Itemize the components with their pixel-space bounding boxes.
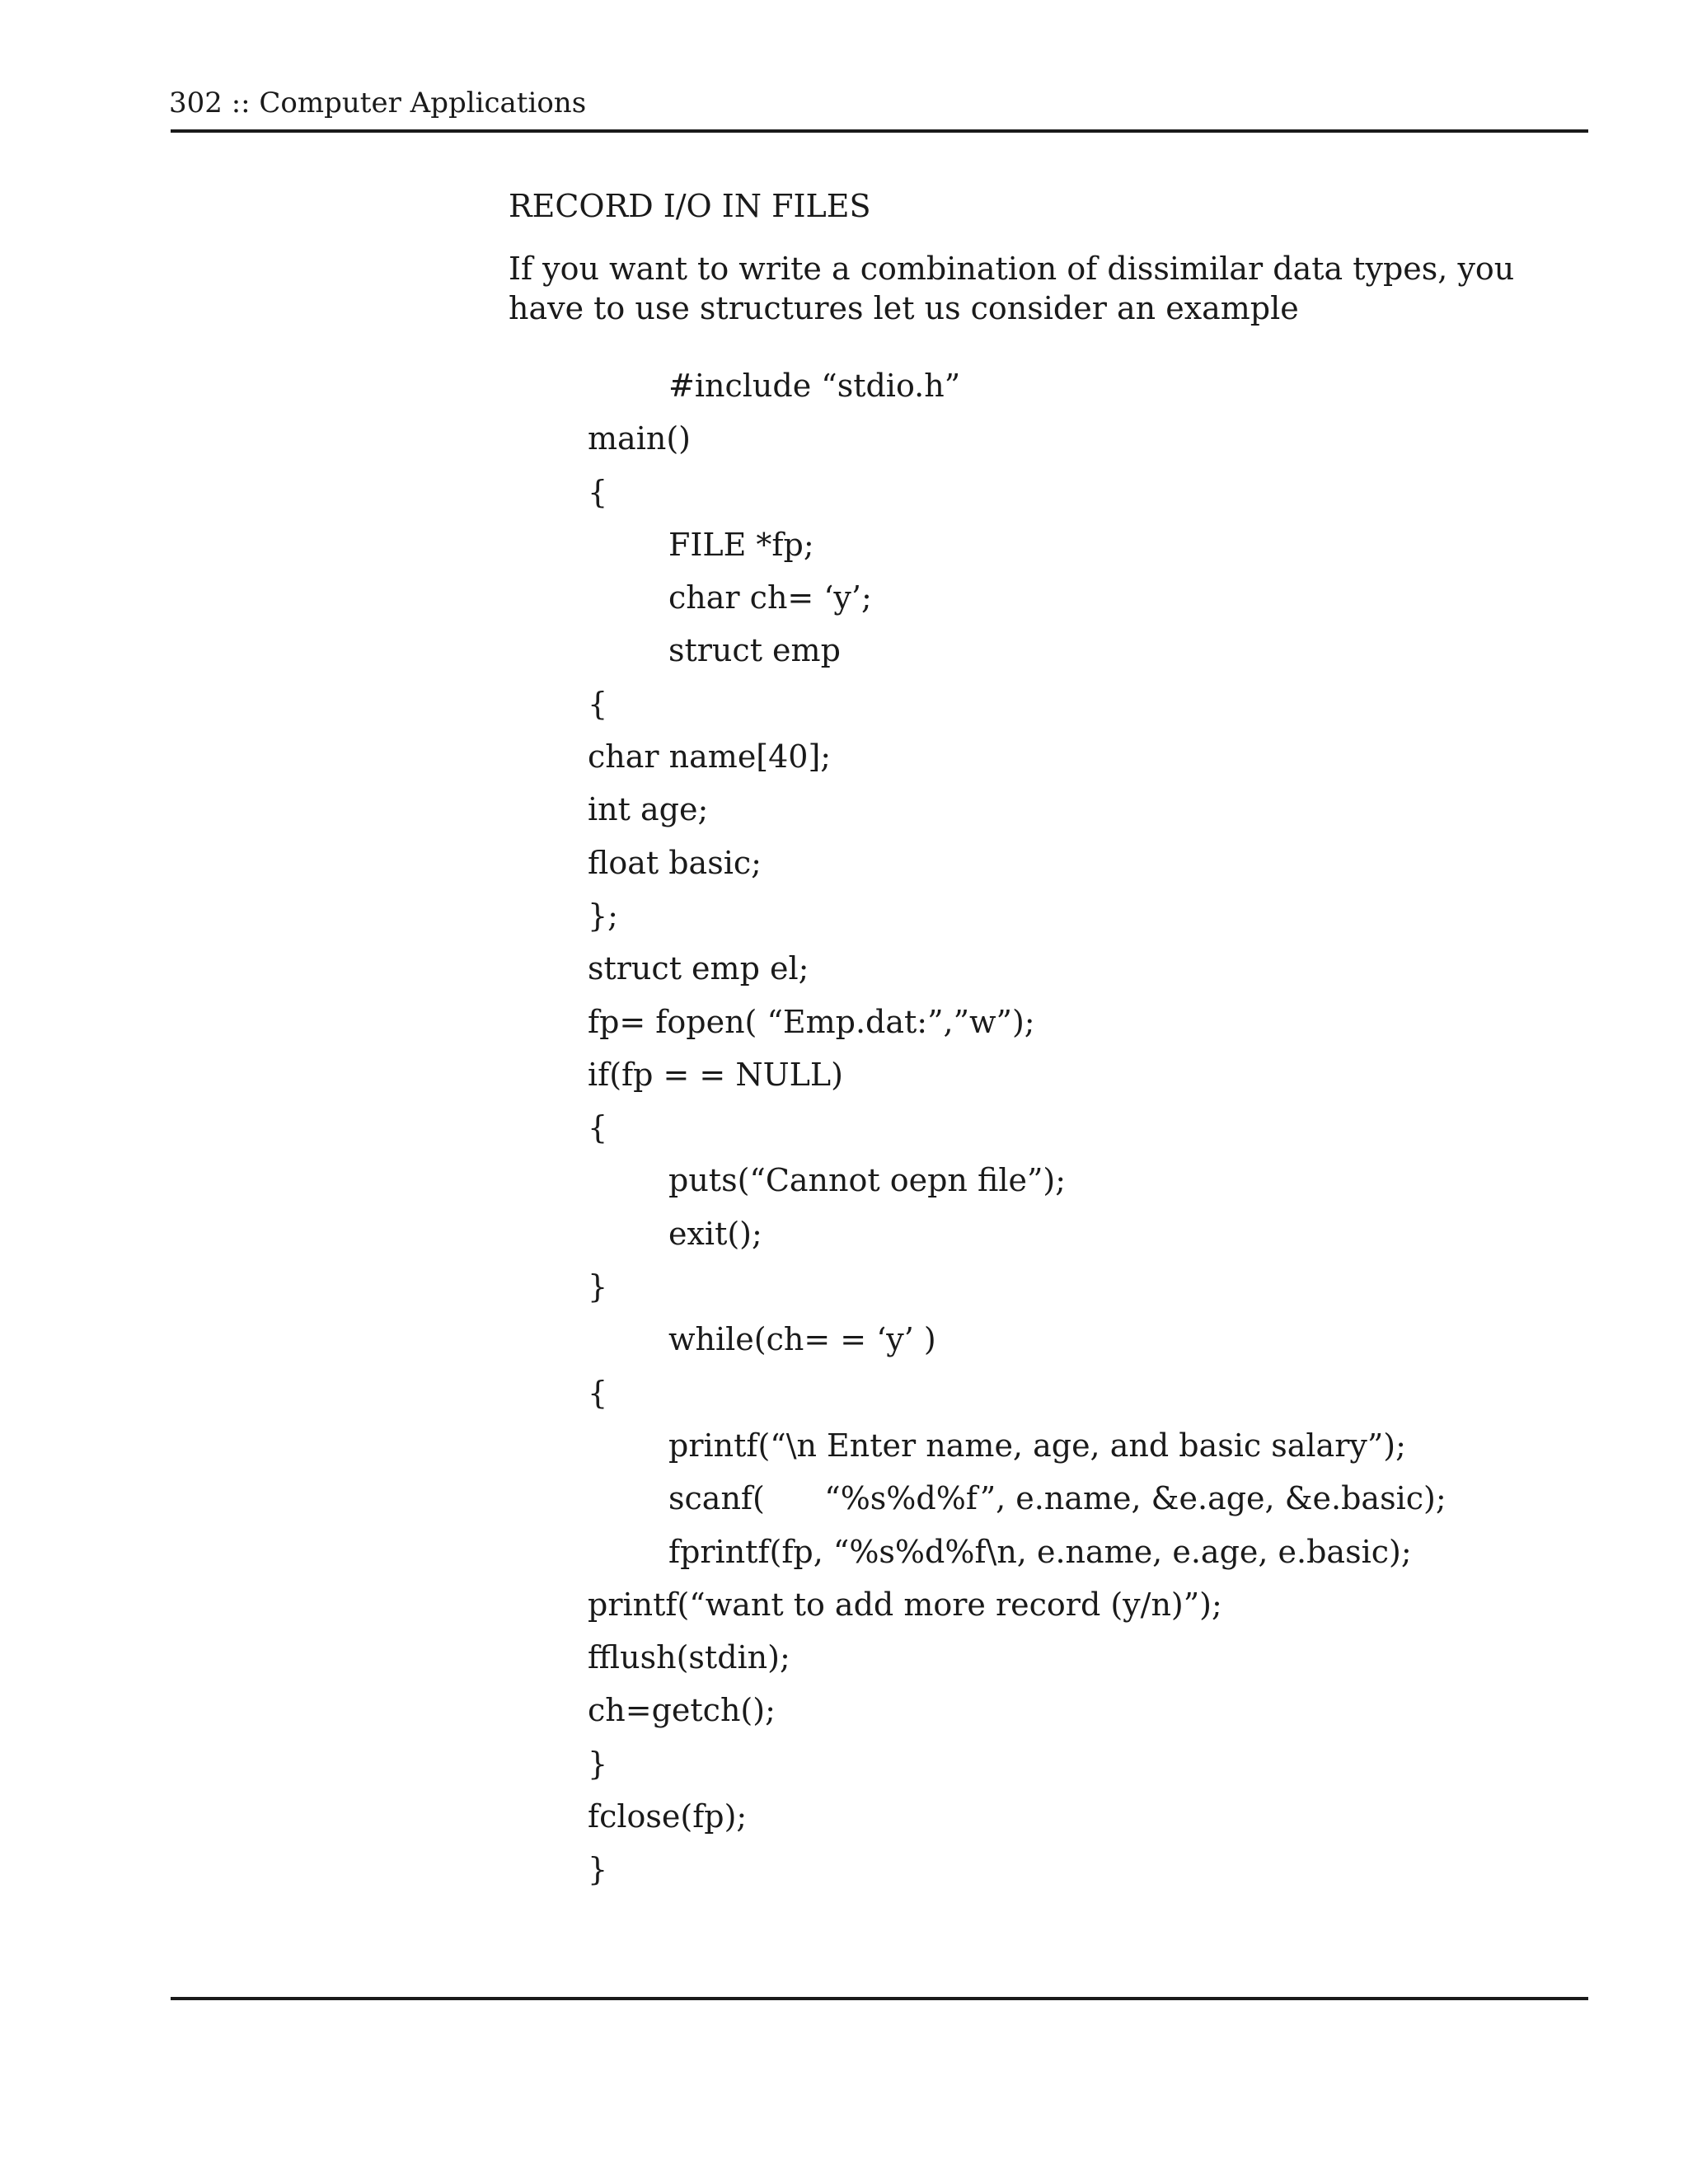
code-line: }; <box>588 897 618 934</box>
code-line: fprintf(fp, “%s%d%f\n, e.name, e.age, e.basic); <box>668 1533 1412 1570</box>
code-listing <box>588 359 1447 1896</box>
code-line: ch=getch(); <box>588 1692 776 1729</box>
code-line: while(ch= = ‘y’ ) <box>668 1321 936 1358</box>
code-line: { <box>588 685 608 722</box>
main-content <box>509 186 1590 351</box>
section-heading: RECORD I/O IN FILES <box>509 188 871 224</box>
code-line: fp= fopen( “Emp.dat:”,”w”); <box>588 1003 1035 1040</box>
code-line: printf(“\n Enter name, age, and basic salary”); <box>668 1427 1406 1464</box>
code-line: struct emp <box>668 632 841 669</box>
code-line: if(fp = = NULL) <box>588 1056 843 1093</box>
code-line: { <box>588 473 608 510</box>
code-line: { <box>588 1374 608 1411</box>
code-line: FILE *fp; <box>668 526 814 563</box>
code-line: char ch= ‘y’; <box>668 579 872 616</box>
code-line: float basic; <box>588 844 762 881</box>
code-line: printf(“want to add more record (y/n)”); <box>588 1586 1222 1623</box>
page-header: 302 :: Computer Applications <box>169 87 587 120</box>
footer-rule <box>171 1997 1588 2000</box>
code-line: } <box>588 1851 608 1888</box>
code-line: #include “stdio.h” <box>668 368 961 404</box>
code-line: } <box>588 1268 608 1305</box>
code-line: scanf( “%s%d%f”, e.name, &e.age, &e.basic); <box>668 1480 1447 1517</box>
code-line: fclose(fp); <box>588 1798 748 1835</box>
intro-paragraph: If you want to write a combination of dissimilar data types, you have to use structures let us consider an example <box>509 251 1515 326</box>
code-line: struct emp el; <box>588 950 809 987</box>
code-line: char name[40]; <box>588 738 832 776</box>
code-line: } <box>588 1745 608 1782</box>
code-line: puts(“Cannot oepn file”); <box>668 1162 1067 1199</box>
code-line: int age; <box>588 791 709 828</box>
code-line: main() <box>588 420 691 457</box>
code-line: { <box>588 1109 608 1146</box>
code-line: fflush(stdin); <box>588 1639 790 1676</box>
code-line: exit(); <box>668 1215 762 1252</box>
header-rule <box>171 129 1588 133</box>
